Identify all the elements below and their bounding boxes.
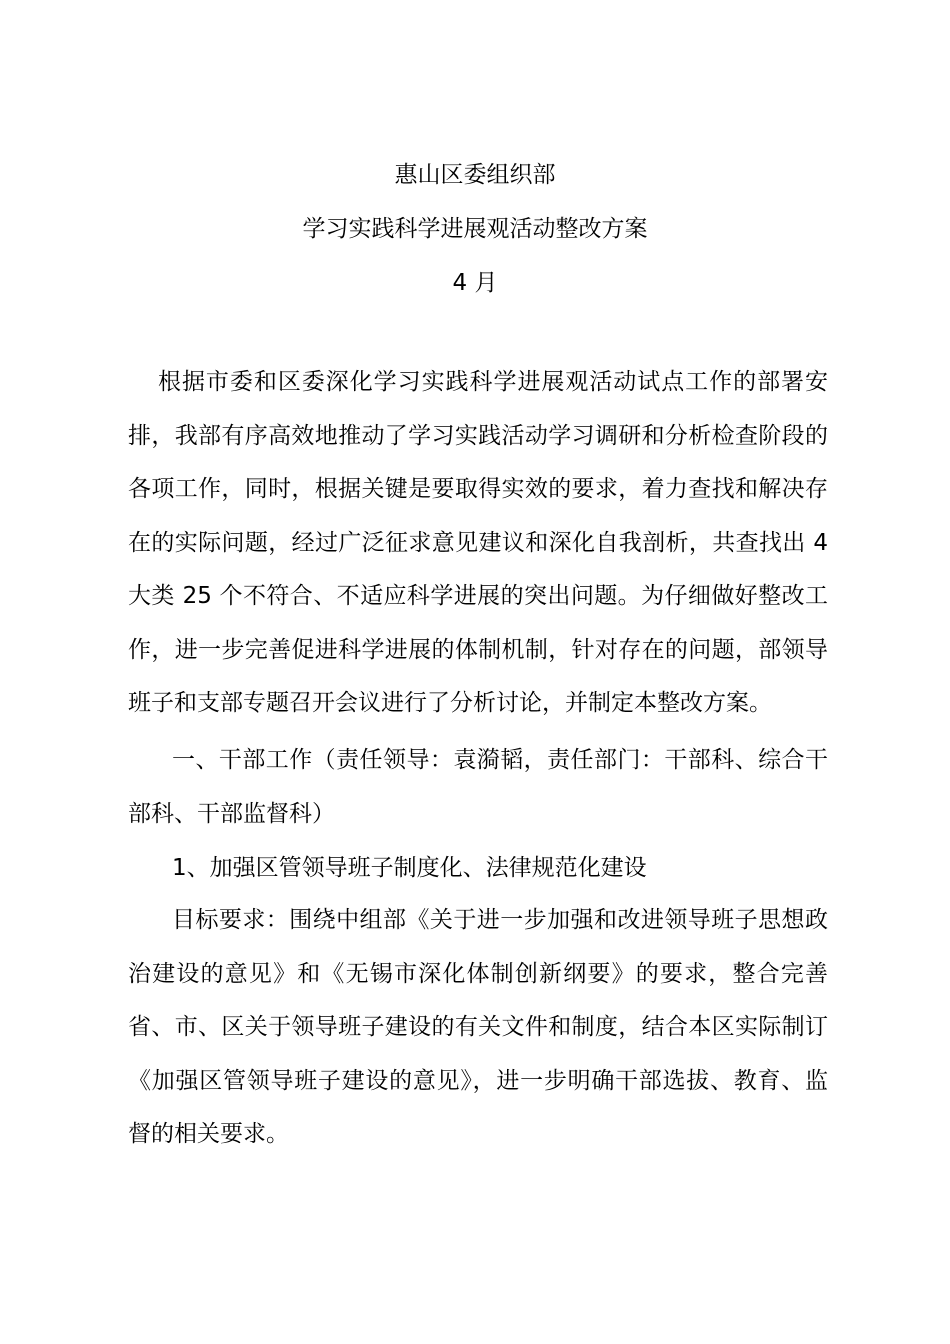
section-heading-cadre-work: 一、干部工作（责任领导：袁漪韬，责任部门：干部科、综合干部科、干部监督科） — [128, 747, 828, 827]
organization-title: 惠山区委组织部 — [394, 162, 556, 188]
intro-paragraph: 根据市委和区委深化学习实践科学进展观活动试点工作的部署安排，我部有序高效地推动了学习实践活动学习调研和分析检查阶段的各项工作，同时，根据关键是要取得实效的要求，着力查找和解决存在的实际问题，经过广泛征求意见建议和深化自我剖析，共查找出 4 大类 25 个不符合、不适应科学进展的突出问题。为仔细做好整改工作，进一步完善促进科学进展的体制机制，针对存在的问题，部领导班子和支部专题召开会议进行了分析讨论，并制定本整改方案。 — [128, 369, 828, 716]
item-heading-leadership-building: 1、加强区管领导班子制度化、法律规范化建设 — [172, 855, 647, 881]
document-date: 4 月 — [452, 270, 498, 296]
document-title: 学习实践科学进展观活动整改方案 — [302, 216, 648, 242]
goal-paragraph: 目标要求：围绕中组部《关于进一步加强和改进领导班子思想政治建设的意见》和《无锡市深化体制创新纲要》的要求，整合完善省、市、区关于领导班子建设的有关文件和制度，结合本区实际制订《加强区管领导班子建设的意见》，进一步明确干部选拔、教育、监督的相关要求。 — [128, 907, 828, 1147]
